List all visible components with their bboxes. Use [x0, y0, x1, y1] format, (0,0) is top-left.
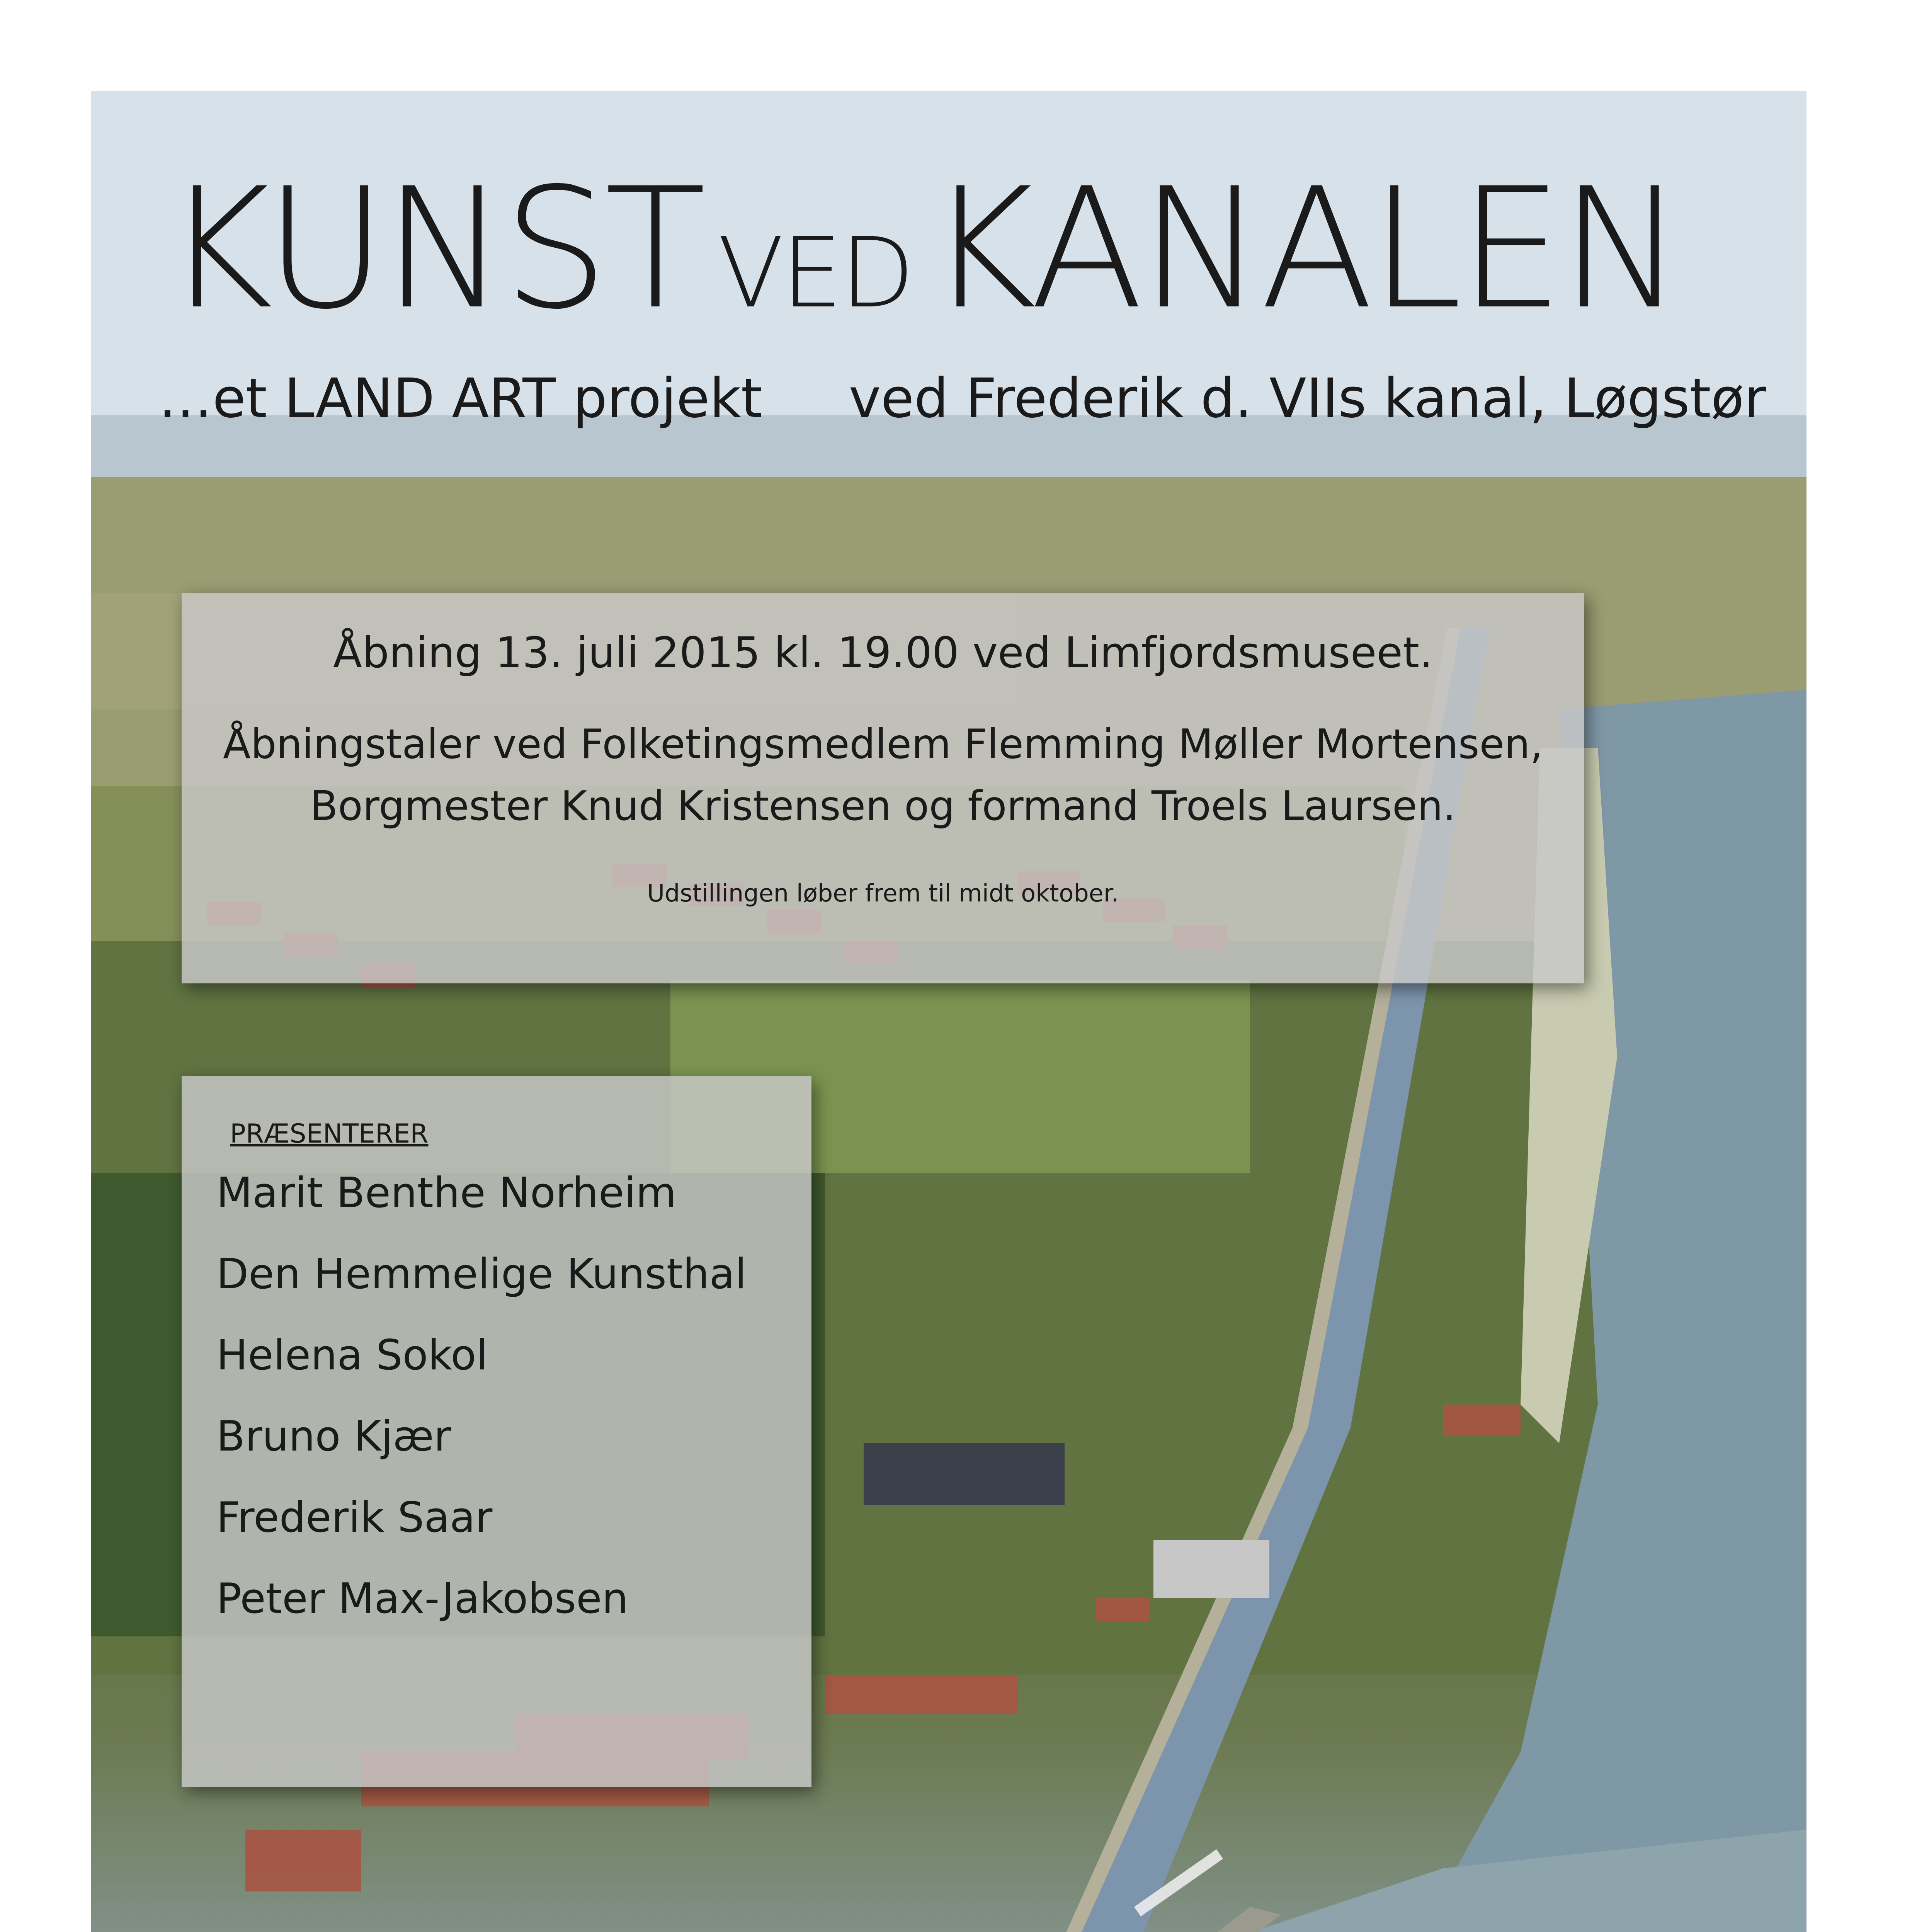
artist-name: Helena Sokol	[216, 1331, 488, 1379]
opening-speakers-line1: Åbningstaler ved Folketingsmedlem Flemming Møller Mortensen,	[223, 721, 1543, 768]
opening-date: Åbning 13. juli 2015 kl. 19.00 ved Limfjordsmuseet.	[333, 628, 1433, 677]
artists-box	[182, 1076, 811, 1787]
subtitle-location: ved Frederik d. VIIs kanal, Løgstør	[849, 367, 1766, 430]
artist-name: Frederik Saar	[216, 1493, 493, 1542]
title-kunst: KUNST	[164, 153, 703, 346]
subtitle-land-art: …et LAND ART projekt	[158, 367, 762, 430]
title-ved: VED	[718, 217, 912, 329]
artist-name: Bruno Kjær	[216, 1412, 451, 1461]
artist-name: Den Hemmelige Kunsthal	[216, 1250, 747, 1298]
opening-speakers-line2: Borgmester Knud Kristensen og formand Troels Laursen.	[310, 782, 1456, 830]
exhibition-duration: Udstillingen løber frem til midt oktober.	[647, 879, 1119, 907]
title-kanalen: KANALEN	[927, 153, 1681, 346]
opening-info-box	[182, 593, 1584, 983]
poster-title	[164, 153, 1749, 346]
presents-heading: PRÆSENTERER	[230, 1119, 429, 1149]
artist-name: Peter Max-Jakobsen	[216, 1575, 629, 1623]
artist-name: Marit Benthe Norheim	[216, 1169, 677, 1217]
